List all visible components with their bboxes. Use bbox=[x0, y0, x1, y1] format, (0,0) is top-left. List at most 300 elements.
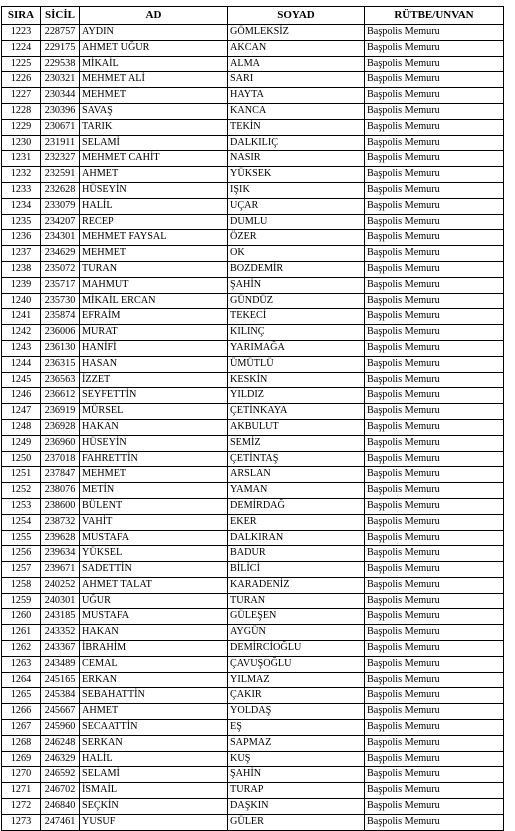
table-row bbox=[2, 103, 504, 119]
cell-sicil: 246592 bbox=[41, 767, 80, 783]
cell-ad: İBRAHİM bbox=[80, 641, 228, 657]
cell-sicil: 236919 bbox=[41, 404, 80, 420]
table-row bbox=[2, 625, 504, 641]
cell-sira: 1261 bbox=[2, 625, 41, 641]
table-row bbox=[2, 261, 504, 277]
cell-sicil: 238076 bbox=[41, 483, 80, 499]
cell-sira: 1250 bbox=[2, 451, 41, 467]
cell-ad: HAKAN bbox=[80, 419, 228, 435]
cell-ad: ERKAN bbox=[80, 672, 228, 688]
cell-sira: 1262 bbox=[2, 641, 41, 657]
table-row bbox=[2, 514, 504, 530]
table-row bbox=[2, 799, 504, 815]
cell-sicil: 234207 bbox=[41, 214, 80, 230]
cell-ad: İSMAİL bbox=[80, 783, 228, 799]
cell-rutbe: Başpolis Memuru bbox=[365, 198, 504, 214]
cell-sira: 1234 bbox=[2, 198, 41, 214]
cell-rutbe: Başpolis Memuru bbox=[365, 277, 504, 293]
cell-ad: SELAMİ bbox=[80, 767, 228, 783]
table-row bbox=[2, 751, 504, 767]
cell-sicil: 246702 bbox=[41, 783, 80, 799]
cell-soyad: ÇAVUŞOĞLU bbox=[228, 656, 365, 672]
cell-sicil: 236960 bbox=[41, 435, 80, 451]
table-row bbox=[2, 435, 504, 451]
cell-rutbe: Başpolis Memuru bbox=[365, 720, 504, 736]
cell-sira: 1244 bbox=[2, 356, 41, 372]
cell-soyad: IŞIK bbox=[228, 182, 365, 198]
table-row bbox=[2, 214, 504, 230]
cell-soyad: YÜKSEK bbox=[228, 167, 365, 183]
cell-rutbe: Başpolis Memuru bbox=[365, 214, 504, 230]
cell-rutbe: Başpolis Memuru bbox=[365, 814, 504, 830]
table-row bbox=[2, 309, 504, 325]
cell-soyad: SAPMAZ bbox=[228, 735, 365, 751]
cell-rutbe: Başpolis Memuru bbox=[365, 372, 504, 388]
table-row bbox=[2, 419, 504, 435]
cell-sira: 1227 bbox=[2, 88, 41, 104]
cell-sicil: 237018 bbox=[41, 451, 80, 467]
cell-rutbe: Başpolis Memuru bbox=[365, 230, 504, 246]
cell-sira: 1258 bbox=[2, 577, 41, 593]
cell-ad: MEHMET FAYSAL bbox=[80, 230, 228, 246]
cell-sira: 1238 bbox=[2, 261, 41, 277]
cell-ad: FAHRETTİN bbox=[80, 451, 228, 467]
table-row bbox=[2, 40, 504, 56]
header-rutbe: RÜTBE/UNVAN bbox=[365, 7, 504, 25]
cell-soyad: OK bbox=[228, 246, 365, 262]
cell-rutbe: Başpolis Memuru bbox=[365, 688, 504, 704]
cell-sicil: 238600 bbox=[41, 498, 80, 514]
cell-soyad: DEMİRCİOĞLU bbox=[228, 641, 365, 657]
cell-sicil: 228757 bbox=[41, 25, 80, 41]
table-row bbox=[2, 451, 504, 467]
cell-sicil: 236928 bbox=[41, 419, 80, 435]
cell-sicil: 238732 bbox=[41, 514, 80, 530]
cell-rutbe: Başpolis Memuru bbox=[365, 25, 504, 41]
cell-sicil: 243352 bbox=[41, 625, 80, 641]
cell-sicil: 247461 bbox=[41, 814, 80, 830]
cell-sira: 1267 bbox=[2, 720, 41, 736]
table-row bbox=[2, 167, 504, 183]
cell-ad: MEHMET ALİ bbox=[80, 72, 228, 88]
cell-soyad: YARIMAĞA bbox=[228, 340, 365, 356]
cell-soyad: ALMA bbox=[228, 56, 365, 72]
cell-soyad: SARI bbox=[228, 72, 365, 88]
cell-sicil: 233079 bbox=[41, 198, 80, 214]
cell-rutbe: Başpolis Memuru bbox=[365, 56, 504, 72]
table-row bbox=[2, 593, 504, 609]
cell-rutbe: Başpolis Memuru bbox=[365, 388, 504, 404]
cell-sira: 1263 bbox=[2, 656, 41, 672]
cell-rutbe: Başpolis Memuru bbox=[365, 783, 504, 799]
cell-rutbe: Başpolis Memuru bbox=[365, 246, 504, 262]
cell-sira: 1231 bbox=[2, 151, 41, 167]
cell-sira: 1271 bbox=[2, 783, 41, 799]
cell-rutbe: Başpolis Memuru bbox=[365, 182, 504, 198]
cell-soyad: ÜMÜTLÜ bbox=[228, 356, 365, 372]
table-header-row bbox=[2, 7, 504, 25]
cell-ad: VAHİT bbox=[80, 514, 228, 530]
cell-soyad: BOZDEMİR bbox=[228, 261, 365, 277]
cell-rutbe: Başpolis Memuru bbox=[365, 135, 504, 151]
cell-sira: 1265 bbox=[2, 688, 41, 704]
cell-rutbe: Başpolis Memuru bbox=[365, 625, 504, 641]
cell-ad: YÜKSEL bbox=[80, 546, 228, 562]
cell-sira: 1266 bbox=[2, 704, 41, 720]
cell-sira: 1272 bbox=[2, 799, 41, 815]
cell-rutbe: Başpolis Memuru bbox=[365, 404, 504, 420]
cell-rutbe: Başpolis Memuru bbox=[365, 103, 504, 119]
cell-rutbe: Başpolis Memuru bbox=[365, 451, 504, 467]
cell-sira: 1273 bbox=[2, 814, 41, 830]
cell-sira: 1226 bbox=[2, 72, 41, 88]
cell-ad: MEHMET bbox=[80, 246, 228, 262]
cell-soyad: GÜLER bbox=[228, 814, 365, 830]
cell-ad: SEÇKİN bbox=[80, 799, 228, 815]
cell-ad: SELAMİ bbox=[80, 135, 228, 151]
cell-soyad: ARSLAN bbox=[228, 467, 365, 483]
cell-sicil: 240301 bbox=[41, 593, 80, 609]
header-sira: SIRA bbox=[2, 7, 41, 25]
cell-soyad: KANCA bbox=[228, 103, 365, 119]
cell-sira: 1243 bbox=[2, 340, 41, 356]
table-row bbox=[2, 277, 504, 293]
cell-soyad: KARADENİZ bbox=[228, 577, 365, 593]
cell-sicil: 236006 bbox=[41, 325, 80, 341]
cell-sira: 1246 bbox=[2, 388, 41, 404]
cell-ad: HASAN bbox=[80, 356, 228, 372]
cell-ad: HAKAN bbox=[80, 625, 228, 641]
cell-sira: 1249 bbox=[2, 435, 41, 451]
cell-sira: 1248 bbox=[2, 419, 41, 435]
cell-rutbe: Başpolis Memuru bbox=[365, 293, 504, 309]
cell-sicil: 236315 bbox=[41, 356, 80, 372]
table-row bbox=[2, 577, 504, 593]
cell-rutbe: Başpolis Memuru bbox=[365, 167, 504, 183]
table-row bbox=[2, 562, 504, 578]
table-row bbox=[2, 609, 504, 625]
cell-sira: 1269 bbox=[2, 751, 41, 767]
cell-rutbe: Başpolis Memuru bbox=[365, 40, 504, 56]
cell-soyad: KESKİN bbox=[228, 372, 365, 388]
cell-ad: HALİL bbox=[80, 198, 228, 214]
cell-soyad: NASIR bbox=[228, 151, 365, 167]
table-row bbox=[2, 404, 504, 420]
cell-sira: 1232 bbox=[2, 167, 41, 183]
cell-ad: AHMET bbox=[80, 167, 228, 183]
cell-sicil: 245667 bbox=[41, 704, 80, 720]
cell-rutbe: Başpolis Memuru bbox=[365, 751, 504, 767]
cell-sicil: 239671 bbox=[41, 562, 80, 578]
cell-soyad: DEMİRDAĞ bbox=[228, 498, 365, 514]
cell-rutbe: Başpolis Memuru bbox=[365, 261, 504, 277]
cell-sicil: 243489 bbox=[41, 656, 80, 672]
cell-soyad: AYGÜN bbox=[228, 625, 365, 641]
table-row bbox=[2, 720, 504, 736]
cell-soyad: ÇAKIR bbox=[228, 688, 365, 704]
cell-sicil: 230344 bbox=[41, 88, 80, 104]
cell-sicil: 245165 bbox=[41, 672, 80, 688]
cell-ad: YUSUF bbox=[80, 814, 228, 830]
cell-sicil: 246840 bbox=[41, 799, 80, 815]
cell-rutbe: Başpolis Memuru bbox=[365, 309, 504, 325]
table-row bbox=[2, 56, 504, 72]
cell-soyad: HAYTA bbox=[228, 88, 365, 104]
cell-soyad: ÇETİNTAŞ bbox=[228, 451, 365, 467]
cell-sicil: 235730 bbox=[41, 293, 80, 309]
cell-rutbe: Başpolis Memuru bbox=[365, 514, 504, 530]
table-row bbox=[2, 783, 504, 799]
cell-sicil: 243367 bbox=[41, 641, 80, 657]
cell-sicil: 239634 bbox=[41, 546, 80, 562]
cell-rutbe: Başpolis Memuru bbox=[365, 435, 504, 451]
table-row bbox=[2, 372, 504, 388]
cell-sicil: 236612 bbox=[41, 388, 80, 404]
cell-sicil: 232327 bbox=[41, 151, 80, 167]
cell-soyad: TEKECİ bbox=[228, 309, 365, 325]
table-row bbox=[2, 530, 504, 546]
cell-ad: MEHMET CAHİT bbox=[80, 151, 228, 167]
cell-sicil: 245384 bbox=[41, 688, 80, 704]
header-soyad: SOYAD bbox=[228, 7, 365, 25]
table-row bbox=[2, 182, 504, 198]
cell-soyad: DAŞKIN bbox=[228, 799, 365, 815]
cell-sicil: 231911 bbox=[41, 135, 80, 151]
cell-sira: 1270 bbox=[2, 767, 41, 783]
cell-rutbe: Başpolis Memuru bbox=[365, 467, 504, 483]
cell-soyad: ÖZER bbox=[228, 230, 365, 246]
cell-sira: 1259 bbox=[2, 593, 41, 609]
cell-rutbe: Başpolis Memuru bbox=[365, 483, 504, 499]
cell-rutbe: Başpolis Memuru bbox=[365, 562, 504, 578]
cell-sicil: 235717 bbox=[41, 277, 80, 293]
cell-sira: 1225 bbox=[2, 56, 41, 72]
cell-soyad: YILDIZ bbox=[228, 388, 365, 404]
cell-sira: 1252 bbox=[2, 483, 41, 499]
cell-sira: 1264 bbox=[2, 672, 41, 688]
cell-ad: SAVAŞ bbox=[80, 103, 228, 119]
cell-ad: SERKAN bbox=[80, 735, 228, 751]
cell-soyad: TEKİN bbox=[228, 119, 365, 135]
cell-soyad: AKBULUT bbox=[228, 419, 365, 435]
cell-sicil: 234301 bbox=[41, 230, 80, 246]
cell-soyad: EŞ bbox=[228, 720, 365, 736]
cell-rutbe: Başpolis Memuru bbox=[365, 609, 504, 625]
cell-soyad: KUŞ bbox=[228, 751, 365, 767]
cell-soyad: GÖMLEKSİZ bbox=[228, 25, 365, 41]
cell-soyad: TURAP bbox=[228, 783, 365, 799]
cell-ad: MURAT bbox=[80, 325, 228, 341]
cell-soyad: DALKILIÇ bbox=[228, 135, 365, 151]
cell-sira: 1223 bbox=[2, 25, 41, 41]
cell-soyad: DUMLU bbox=[228, 214, 365, 230]
table-row bbox=[2, 230, 504, 246]
cell-ad: MEHMET bbox=[80, 467, 228, 483]
cell-ad: HALİL bbox=[80, 751, 228, 767]
cell-ad: EFRAİM bbox=[80, 309, 228, 325]
cell-rutbe: Başpolis Memuru bbox=[365, 672, 504, 688]
cell-ad: MEHMET bbox=[80, 88, 228, 104]
cell-sira: 1229 bbox=[2, 119, 41, 135]
cell-sicil: 245960 bbox=[41, 720, 80, 736]
cell-ad: MİKAİL ERCAN bbox=[80, 293, 228, 309]
cell-soyad: ŞAHİN bbox=[228, 767, 365, 783]
cell-soyad: AKCAN bbox=[228, 40, 365, 56]
table-row bbox=[2, 198, 504, 214]
cell-ad: SADETTİN bbox=[80, 562, 228, 578]
cell-rutbe: Başpolis Memuru bbox=[365, 151, 504, 167]
cell-rutbe: Başpolis Memuru bbox=[365, 704, 504, 720]
cell-soyad: BADUR bbox=[228, 546, 365, 562]
cell-sicil: 237847 bbox=[41, 467, 80, 483]
table-row bbox=[2, 483, 504, 499]
cell-sira: 1268 bbox=[2, 735, 41, 751]
cell-ad: UĞUR bbox=[80, 593, 228, 609]
table-row bbox=[2, 767, 504, 783]
table-row bbox=[2, 546, 504, 562]
cell-sira: 1254 bbox=[2, 514, 41, 530]
cell-sicil: 230396 bbox=[41, 103, 80, 119]
cell-ad: HÜSEYİN bbox=[80, 435, 228, 451]
cell-soyad: TURAN bbox=[228, 593, 365, 609]
cell-ad: TURAN bbox=[80, 261, 228, 277]
table-row bbox=[2, 688, 504, 704]
cell-rutbe: Başpolis Memuru bbox=[365, 325, 504, 341]
cell-ad: BÜLENT bbox=[80, 498, 228, 514]
cell-sira: 1245 bbox=[2, 372, 41, 388]
cell-soyad: ŞAHİN bbox=[228, 277, 365, 293]
header-sicil: SİCİL bbox=[41, 7, 80, 25]
table-row bbox=[2, 672, 504, 688]
cell-rutbe: Başpolis Memuru bbox=[365, 88, 504, 104]
header-ad: AD bbox=[80, 7, 228, 25]
cell-sicil: 229538 bbox=[41, 56, 80, 72]
table-row bbox=[2, 656, 504, 672]
cell-ad: MÜRSEL bbox=[80, 404, 228, 420]
cell-ad: TARIK bbox=[80, 119, 228, 135]
cell-rutbe: Başpolis Memuru bbox=[365, 735, 504, 751]
table-body bbox=[2, 25, 504, 831]
table-row bbox=[2, 246, 504, 262]
cell-sira: 1228 bbox=[2, 103, 41, 119]
cell-ad: RECEP bbox=[80, 214, 228, 230]
cell-ad: HANİFİ bbox=[80, 340, 228, 356]
cell-ad: METİN bbox=[80, 483, 228, 499]
cell-sira: 1239 bbox=[2, 277, 41, 293]
table-row bbox=[2, 467, 504, 483]
cell-rutbe: Başpolis Memuru bbox=[365, 530, 504, 546]
table-row bbox=[2, 641, 504, 657]
cell-sira: 1233 bbox=[2, 182, 41, 198]
cell-sicil: 235874 bbox=[41, 309, 80, 325]
cell-rutbe: Başpolis Memuru bbox=[365, 498, 504, 514]
table-row bbox=[2, 25, 504, 41]
cell-sicil: 230671 bbox=[41, 119, 80, 135]
cell-ad: HÜSEYİN bbox=[80, 182, 228, 198]
cell-rutbe: Başpolis Memuru bbox=[365, 656, 504, 672]
cell-ad: AHMET UĞUR bbox=[80, 40, 228, 56]
personnel-table bbox=[1, 6, 504, 831]
cell-rutbe: Başpolis Memuru bbox=[365, 419, 504, 435]
cell-ad: SEBAHATTİN bbox=[80, 688, 228, 704]
document-page bbox=[1, 6, 504, 831]
cell-sira: 1260 bbox=[2, 609, 41, 625]
table-row bbox=[2, 135, 504, 151]
table-row bbox=[2, 72, 504, 88]
cell-ad: MUSTAFA bbox=[80, 530, 228, 546]
cell-sicil: 232591 bbox=[41, 167, 80, 183]
cell-soyad: GÜLEŞEN bbox=[228, 609, 365, 625]
cell-sira: 1253 bbox=[2, 498, 41, 514]
cell-rutbe: Başpolis Memuru bbox=[365, 356, 504, 372]
cell-ad: SEYFETTİN bbox=[80, 388, 228, 404]
cell-ad: MUSTAFA bbox=[80, 609, 228, 625]
cell-sicil: 239628 bbox=[41, 530, 80, 546]
cell-soyad: ÇETİNKAYA bbox=[228, 404, 365, 420]
cell-soyad: YOLDAŞ bbox=[228, 704, 365, 720]
cell-sicil: 235072 bbox=[41, 261, 80, 277]
cell-sira: 1235 bbox=[2, 214, 41, 230]
table-row bbox=[2, 340, 504, 356]
cell-sicil: 243185 bbox=[41, 609, 80, 625]
table-row bbox=[2, 704, 504, 720]
cell-sira: 1257 bbox=[2, 562, 41, 578]
cell-sicil: 246248 bbox=[41, 735, 80, 751]
cell-rutbe: Başpolis Memuru bbox=[365, 593, 504, 609]
table-row bbox=[2, 735, 504, 751]
cell-ad: AYDIN bbox=[80, 25, 228, 41]
table-row bbox=[2, 88, 504, 104]
cell-sira: 1230 bbox=[2, 135, 41, 151]
cell-sira: 1240 bbox=[2, 293, 41, 309]
cell-ad: SECAATTİN bbox=[80, 720, 228, 736]
cell-ad: AHMET TALAT bbox=[80, 577, 228, 593]
cell-ad: CEMAL bbox=[80, 656, 228, 672]
cell-soyad: EKER bbox=[228, 514, 365, 530]
cell-soyad: BİLİCİ bbox=[228, 562, 365, 578]
table-row bbox=[2, 119, 504, 135]
cell-sicil: 240252 bbox=[41, 577, 80, 593]
table-row bbox=[2, 498, 504, 514]
cell-soyad: DALKIRAN bbox=[228, 530, 365, 546]
cell-ad: İZZET bbox=[80, 372, 228, 388]
cell-sira: 1247 bbox=[2, 404, 41, 420]
cell-ad: MİKAİL bbox=[80, 56, 228, 72]
cell-rutbe: Başpolis Memuru bbox=[365, 119, 504, 135]
cell-rutbe: Başpolis Memuru bbox=[365, 546, 504, 562]
cell-sira: 1255 bbox=[2, 530, 41, 546]
table-row bbox=[2, 151, 504, 167]
cell-rutbe: Başpolis Memuru bbox=[365, 767, 504, 783]
cell-soyad: YILMAZ bbox=[228, 672, 365, 688]
cell-sicil: 246329 bbox=[41, 751, 80, 767]
table-row bbox=[2, 356, 504, 372]
cell-rutbe: Başpolis Memuru bbox=[365, 340, 504, 356]
cell-soyad: GÜNDÜZ bbox=[228, 293, 365, 309]
cell-sicil: 230321 bbox=[41, 72, 80, 88]
table-row bbox=[2, 388, 504, 404]
cell-soyad: UÇAR bbox=[228, 198, 365, 214]
cell-sira: 1224 bbox=[2, 40, 41, 56]
cell-sira: 1236 bbox=[2, 230, 41, 246]
cell-rutbe: Başpolis Memuru bbox=[365, 577, 504, 593]
cell-sicil: 232628 bbox=[41, 182, 80, 198]
cell-soyad: KILINÇ bbox=[228, 325, 365, 341]
cell-ad: AHMET bbox=[80, 704, 228, 720]
cell-sicil: 234629 bbox=[41, 246, 80, 262]
cell-sira: 1237 bbox=[2, 246, 41, 262]
table-row bbox=[2, 325, 504, 341]
